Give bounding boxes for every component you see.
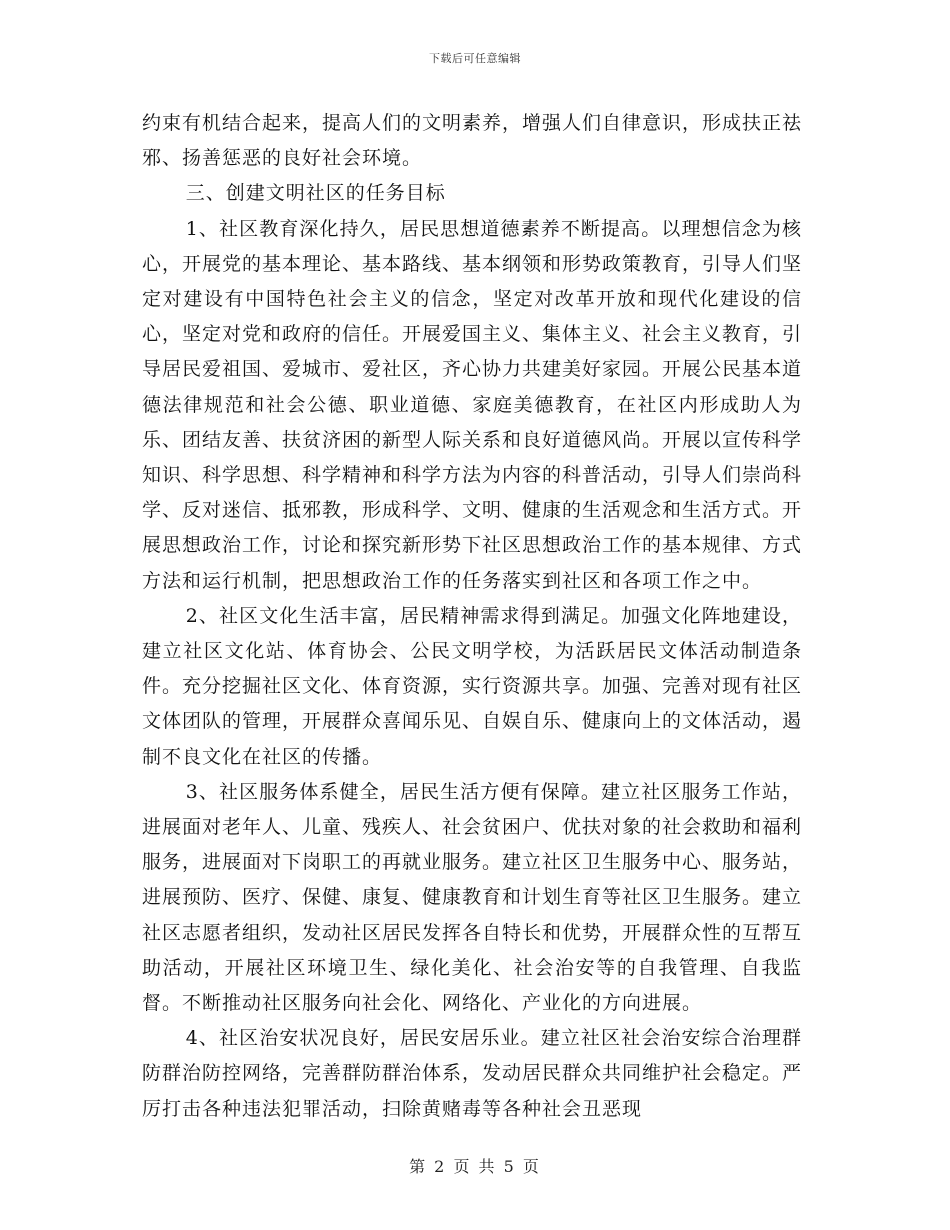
paragraph-item-1: 1、社区教育深化持久，居民思想道德素养不断提高。以理想信念为核心，开展党的基本理论、基本路线、基本纲领和形势政策教育，引导人们坚定对建设有中国特色社会主义的信念，坚定对改革开放和现代化建设的信心，坚定对党和政府的信任。开展爱国主义、集体主义、社会主义教育，引导居民爱祖国、爱城市、爱社区，齐心协力共建美好家园。开展公民基本道德法律规范和社会公德、职业道德、家庭美德教育，在社区内形成助人为乐、团结友善、扶贫济困的新型人际关系和良好道德风尚。开展以宣传科学知识、科学思想、科学精神和科学方法为内容的科普活动，引导人们崇尚科学、反对迷信、抵邪教，形成科学、文明、健康的生活观念和生活方式。开展思想政治工作，讨论和探究新形势下社区思想政治工作的基本规律、方式方法和运行机制，把思想政治工作的任务落实到社区和各项工作之中。	[142, 217, 803, 592]
page-number: 第 2 页 共 5 页	[409, 1157, 541, 1176]
page-header: 下载后可任意编辑	[429, 52, 521, 65]
document-body	[142, 106, 802, 1127]
paragraph-continuation: 约束有机结合起来，提高人们的文明素养，增强人们自律意识，形成扶正祛邪、扬善惩恶的良好社会环境。	[142, 112, 803, 170]
paragraph-item-2: 2、社区文化生活丰富，居民精神需求得到满足。加强文化阵地建设，建立社区文化站、体育协会、公民文明学校，为活跃居民文体活动制造条件。充分挖掘社区文化、体育资源，实行资源共享。加强、完善对现有社区文体团队的管理，开展群众喜闻乐见、自娱自乐、健康向上的文体活动，遏制不良文化在社区的传播。	[142, 604, 803, 768]
paragraph-item-3: 3、社区服务体系健全，居民生活方便有保障。建立社区服务工作站，进展面对老年人、儿童、残疾人、社会贫困户、优扶对象的社会救助和福利服务，进展面对下岗职工的再就业服务。建立社区卫生服务中心、服务站，进展预防、医疗、保健、康复、健康教育和计划生育等社区卫生服务。建立社区志愿者组织，发动社区居民发挥各自特长和优势，开展群众性的互帮互助活动，开展社区环境卫生、绿化美化、社会治安等的自我管理、自我监督。不断推动社区服务向社会化、网络化、产业化的方向进展。	[142, 780, 803, 1015]
paragraph-item-4: 4、社区治安状况良好，居民安居乐业。建立社区社会治安综合治理群防群治防控网络，完善群防群治体系，发动居民群众共同维护社会稳定。严厉打击各种违法犯罪活动，扫除黄赌毒等各种社会丑恶现	[142, 1027, 803, 1120]
section-heading: 三、创建文明社区的任务目标	[185, 182, 446, 205]
